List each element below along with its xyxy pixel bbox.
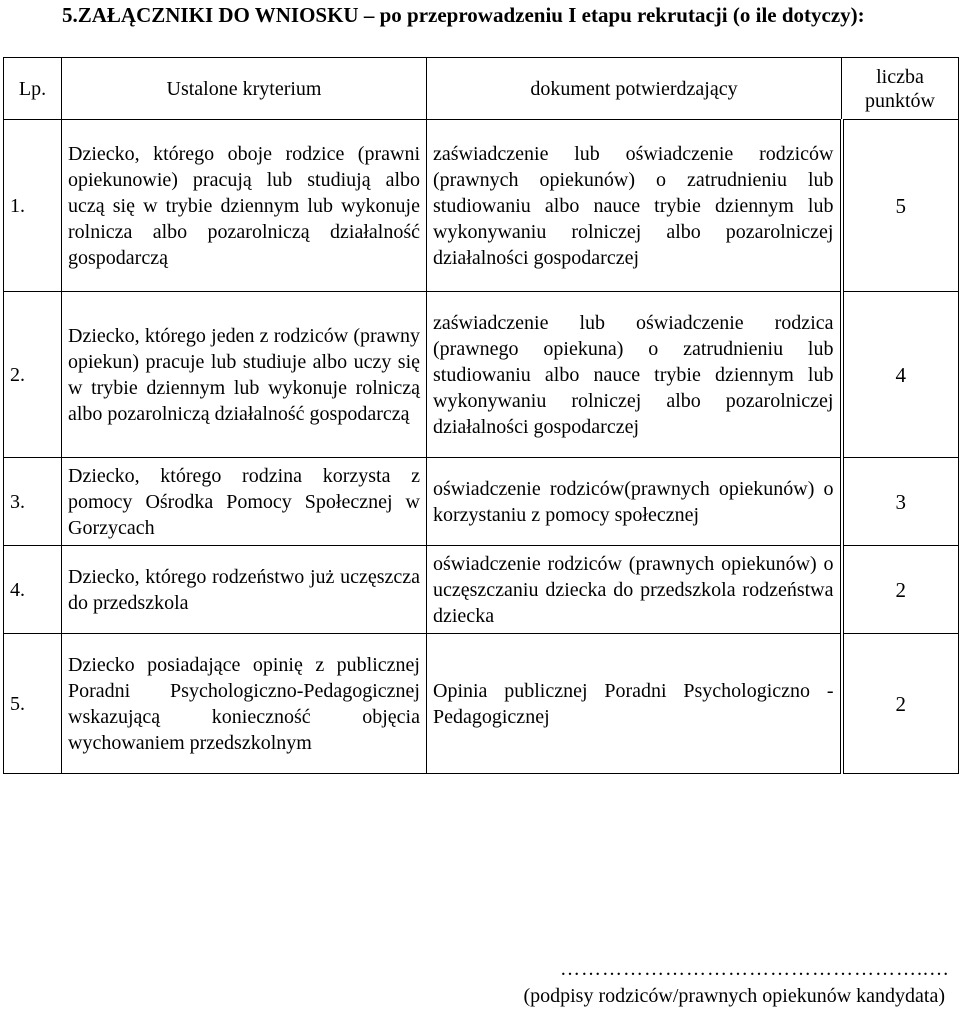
header-points: liczba punktów — [842, 58, 959, 120]
points-cell: 2 — [842, 634, 959, 774]
document-cell: oświadczenie rodziców(prawnych opiekunów) o korzystaniu z pomocy społecznej — [427, 458, 842, 546]
row-number: 2. — [4, 292, 62, 458]
row-number: 4. — [4, 546, 62, 634]
criterion-cell: Dziecko, którego rodzeństwo już uczęszcza do przedszkola — [62, 546, 427, 634]
criterion-cell: Dziecko, którego jeden z rodziców (prawny opiekun) pracuje lub studiuje albo uczy się w trybie dziennym lub wykonuje rolniczą albo pozarolniczą działalność gospodarczą — [62, 292, 427, 458]
table-row — [4, 292, 959, 458]
row-number: 3. — [4, 458, 62, 546]
points-cell: 2 — [842, 546, 959, 634]
header-criterion: Ustalone kryterium — [62, 58, 427, 120]
document-cell: Opinia publicznej Poradni Psychologiczno - Pedagogicznej — [427, 634, 842, 774]
criterion-cell: Dziecko posiadające opinię z publicznej Poradni Psychologiczno-Pedagogicznej wskazującą konieczność objęcia wychowaniem przedszkolnym — [62, 634, 427, 774]
table-row — [4, 120, 959, 292]
signature-caption: (podpisy rodziców/prawnych opiekunów kandydata) — [523, 985, 945, 1007]
points-cell: 3 — [842, 458, 959, 546]
points-cell: 5 — [842, 120, 959, 292]
document-cell: zaświadczenie lub oświadczenie rodzica (prawnego opiekuna) o zatrudnieniu lub studiowaniu albo nauce trybie dziennym lub wykonywaniu rolniczej albo pozarolniczej działalności gospodarczej — [427, 292, 842, 458]
document-cell: oświadczenie rodziców (prawnych opiekunów) o uczęszczaniu dziecka do przedszkola rodzeństwa dziecka — [427, 546, 842, 634]
points-cell: 4 — [842, 292, 959, 458]
section-heading: 5.ZAŁĄCZNIKI DO WNIOSKU – po przeprowadzeniu I etapu rekrutacji (o ile dotyczy): — [62, 3, 865, 27]
header-document: dokument potwierdzający — [427, 58, 842, 120]
criterion-cell: Dziecko, którego oboje rodzice (prawni opiekunowie) pracują lub studiują albo uczą się w trybie dziennym lub wykonuje rolnicza albo pozarolniczą działalność gospodarczą — [62, 120, 427, 292]
row-number: 1. — [4, 120, 62, 292]
row-number: 5. — [4, 634, 62, 774]
signature-line: ……………………………………………..… — [560, 958, 950, 980]
table-row — [4, 458, 959, 546]
document-cell: zaświadczenie lub oświadczenie rodziców (prawnych opiekunów) o zatrudnieniu lub studiowaniu albo nauce trybie dziennym lub wykonywaniu rolniczej albo pozarolniczej działalności gospodarczej — [427, 120, 842, 292]
table-header-row — [4, 58, 959, 120]
criterion-cell: Dziecko, którego rodzina korzysta z pomocy Ośrodka Pomocy Społecznej w Gorzycach — [62, 458, 427, 546]
table-row — [4, 634, 959, 774]
criteria-table — [3, 57, 959, 774]
header-lp: Lp. — [4, 58, 62, 120]
table-row — [4, 546, 959, 634]
